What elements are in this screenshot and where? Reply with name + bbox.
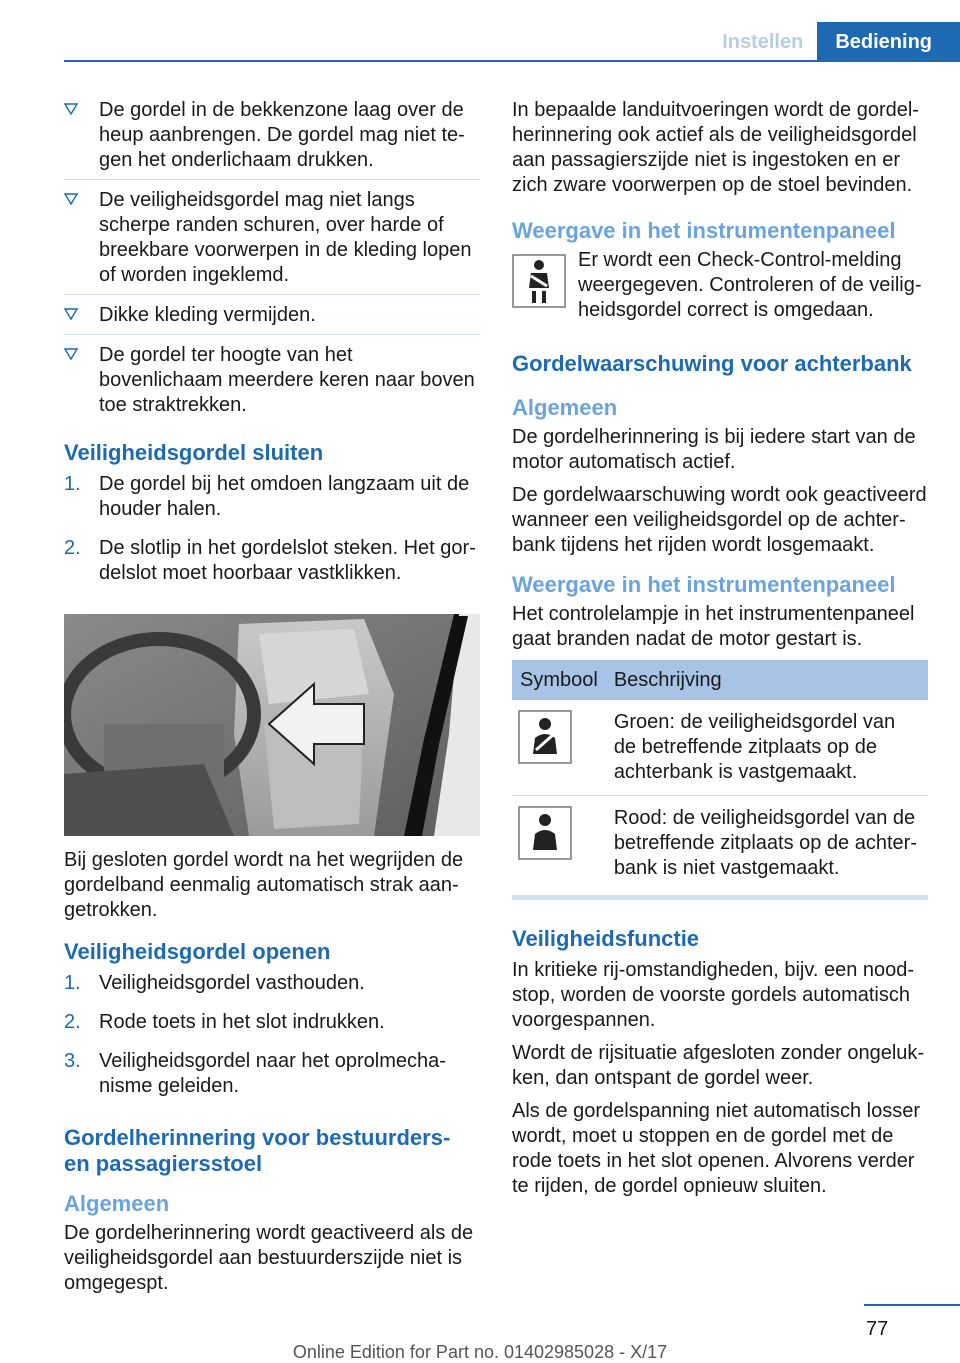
table-end-rule [512,895,928,900]
heading-gordel-sluiten: Veiligheidsgordel sluiten [64,440,324,465]
list-item-text: De gordel in de bekkenzone laag over de heup aanbrengen. De gordel mag niet tegen het onderlichaam drukken. [99,99,465,171]
step-item [64,1010,480,1041]
seatbelt-warning-icon [512,254,566,308]
list-item-text: De gordel ter hoogte van het bovenlichaam meerdere keren naar boven toe straktrekken. [99,344,475,416]
heading-weergave-1: Weergave in het instrumentenpaneel [512,218,896,243]
step-text: De gordel bij het omdoen langzaam uit de houder halen. [99,473,470,520]
sluiten-steps [64,472,480,592]
step-text: Veiligheidsgordel vasthouden. [99,972,365,994]
right-column [512,98,928,1207]
page-number: 77 [866,1318,889,1340]
heading-achterbank: Gordelwaarschuwing voor achterbank [512,351,912,376]
step-number: 2. [64,537,81,559]
seatbelt-unfastened-icon [518,806,572,860]
table-header: Symbool [512,660,606,700]
heading-gordel-openen: Veiligheidsgordel openen [64,939,331,964]
step-item [64,536,480,592]
intro-text: In bepaalde landuitvoeringen wordt de gordelherinnering ook actief als de veiligheidsgordel aan passagierszijde niet is ingestoken en er zich zware voorwerpen op de stoel bevinden. [512,99,919,196]
tab-bediening[interactable]: Bediening [817,22,960,62]
table-header: Beschrijving [606,660,928,700]
header-divider [64,60,960,62]
seatbelt-fastened-icon [518,710,572,764]
step-number: 1. [64,972,81,994]
openen-steps [64,971,480,1105]
list-item-text: De veiligheidsgordel mag niet langs scherpe randen schuren, over harde of breekbare voorwerpen in de kleding lopen of worden ingeklemd. [99,189,472,286]
footer-edition: Online Edition for Part no. 01402985028 - X/17 [292,1342,668,1362]
list-item-text: Dikke kleding vermijden. [99,304,316,326]
table-cell-icon [512,700,606,796]
weergave-text-2: Het controlelampje in het instrumentenpaneel gaat branden nadat de motor gestart is. [512,603,915,650]
table-cell-icon [512,796,606,892]
algemeen-text: De gordelherinnering wordt geactiveerd als de veiligheidsgordel aan bestuurderszijde niet is omgegespt. [64,1222,474,1294]
step-item [64,971,480,1002]
step-text: Veiligheidsgordel naar het oprolmechanisme geleiden. [99,1050,446,1097]
check-control-row [512,248,928,323]
footer-divider [864,1304,960,1306]
step-item [64,472,480,528]
table-row [512,796,928,892]
step-number: 3. [64,1050,81,1072]
tab-instellen[interactable]: Instellen [722,30,804,53]
functie-text-1: In kritieke rij-omstandigheden, bijv. een noodstop, worden de voorste gordels automatisch voorgespannen. [512,959,915,1031]
triangle-bullet-icon [64,102,78,116]
seatbelt-instructions-list [64,98,480,424]
heading-veiligheidsfunctie: Veiligheidsfunctie [512,926,700,951]
heading-weergave-2: Weergave in het instrumentenpaneel [512,572,896,597]
heading-algemeen-2: Algemeen [512,395,618,420]
table-row [512,700,928,796]
heading-algemeen: Algemeen [64,1191,170,1216]
table-header-row [512,660,928,700]
functie-text-3: Als de gordelspanning niet automatisch losser wordt, moet u stoppen en de gordel met de rode toets in het slot openen. Alvorens verder te rijden, de gordel opnieuw sluiten. [512,1100,921,1197]
heading-gordelherinnering: Gordelherinnering voor bestuurders- en passagiersstoel [64,1125,451,1176]
triangle-bullet-icon [64,307,78,321]
seat-belt-photo [64,614,480,836]
header-tabs [722,22,960,62]
step-number: 1. [64,473,81,495]
step-item [64,1049,480,1105]
photo-caption: Bij gesloten gordel wordt na het wegrijden de gordelband eenmalig automatisch strak aangetrokken. [64,849,464,921]
triangle-bullet-icon [64,192,78,206]
left-column [64,98,480,1304]
list-item [64,188,480,295]
step-number: 2. [64,1011,81,1033]
algemeen-text-1: De gordelherinnering is bij iedere start van de motor automatisch actief. [512,426,916,473]
check-control-text: Er wordt een Check-Control-melding weergegeven. Controleren of de veiligheidsgordel correct is omgedaan. [578,249,922,321]
symbol-table [512,660,928,891]
list-item [64,303,480,335]
step-text: Rode toets in het slot indrukken. [99,1011,385,1033]
triangle-bullet-icon [64,347,78,361]
algemeen-text-2: De gordelwaarschuwing wordt ook geactiveerd wanneer een veiligheidsgordel op de achterbank tijdens het rijden wordt losgemaakt. [512,484,927,556]
list-item [64,98,480,180]
functie-text-2: Wordt de rijsituatie afgesloten zonder ongelukken, dan ontspant de gordel weer. [512,1042,925,1089]
list-item [64,343,480,424]
table-cell-description: Groen: de veiligheidsgordel van de betreffende zitplaats op de achterbank is vastgemaakt. [606,700,928,796]
table-cell-description: Rood: de veiligheidsgordel van de betreffende zitplaats op de achterbank is niet vastgemaakt. [613,807,917,879]
step-text: De slotlip in het gordelslot steken. Het gordelslot moet hoorbaar vastklikken. [99,537,476,584]
